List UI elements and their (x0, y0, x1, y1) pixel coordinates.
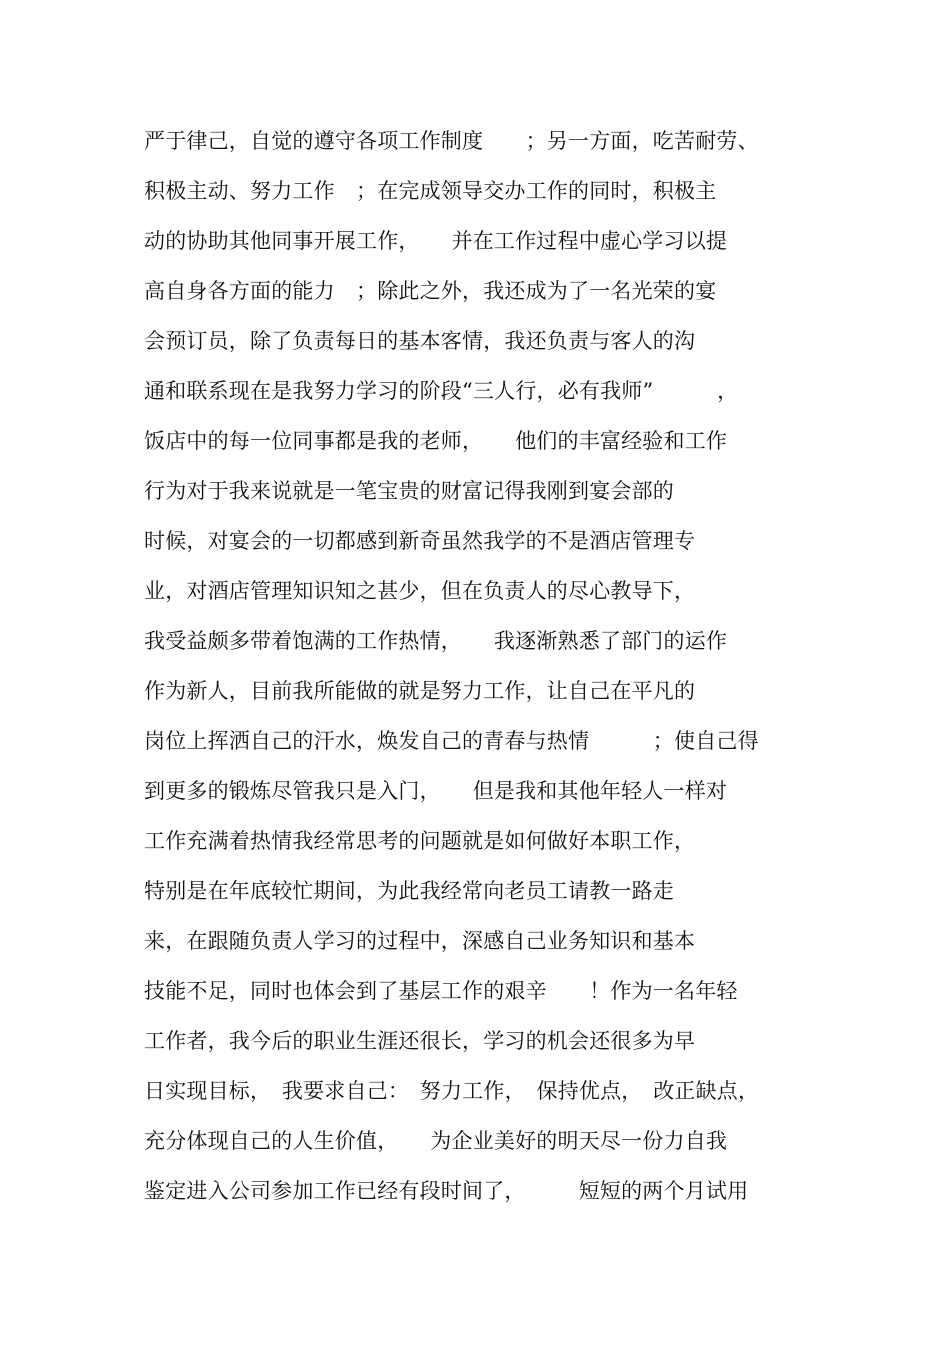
text-line: 作为新人，目前我所能做的就是努力工作，让自己在平凡的 (144, 679, 696, 703)
text-line: 积极主动、努力工作 ；在完成领导交办工作的同时，积极主 (144, 179, 717, 203)
text-line: 会预订员，除了负责每日的基本客情，我还负责与客人的沟 (144, 329, 696, 353)
text-line: 技能不足，同时也体会到了基层工作的艰辛 ！作为一名年轻 (144, 979, 738, 1003)
text-line: 时候，对宴会的一切都感到新奇虽然我学的不是酒店管理专 (144, 529, 696, 553)
text-line: 到更多的锻炼尽管我只是入门， 但是我和其他年轻人一样对 (144, 779, 728, 803)
text-line: 严于律己，自觉的遵守各项工作制度 ；另一方面，吃苦耐劳、 (144, 129, 759, 153)
body-text (144, 121, 824, 1221)
text-line: 工作者，我今后的职业生涯还很长，学习的机会还很多为早 (144, 1029, 696, 1053)
text-line: 动的协助其他同事开展工作， 并在工作过程中虚心学习以提 (144, 229, 728, 253)
text-line: 业，对酒店管理知识知之甚少，但在负责人的尽心教导下， (144, 579, 696, 603)
text-line: 鉴定进入公司参加工作已经有段时间了， 短短的两个月试用 (144, 1179, 749, 1203)
text-line: 饭店中的每一位同事都是我的老师， 他们的丰富经验和工作 (144, 429, 728, 453)
text-line: 来，在跟随负责人学习的过程中，深感自己业务知识和基本 (144, 929, 696, 953)
text-line: 工作充满着热情我经常思考的问题就是如何做好本职工作， (144, 829, 696, 853)
text-line: 岗位上挥洒自己的汗水，焕发自己的青春与热情 ；使自己得 (144, 729, 759, 753)
text-line: 我受益颇多带着饱满的工作热情， 我逐渐熟悉了部门的运作 (144, 629, 728, 653)
text-line: 通和联系现在是我努力学习的阶段“三人行，必有我师” ， (144, 379, 739, 403)
text-line: 充分体现自己的人生价值， 为企业美好的明天尽一份力自我 (144, 1129, 728, 1153)
text-line: 高自身各方面的能力 ；除此之外，我还成为了一名光荣的宴 (144, 279, 717, 303)
text-line: 行为对于我来说就是一笔宝贵的财富记得我刚到宴会部的 (144, 479, 674, 503)
text-line: 日实现目标， 我要求自己： 努力工作， 保持优点， 改正缺点， (144, 1079, 760, 1103)
text-line: 特别是在年底较忙期间，为此我经常向老员工请教一路走 (144, 879, 674, 903)
